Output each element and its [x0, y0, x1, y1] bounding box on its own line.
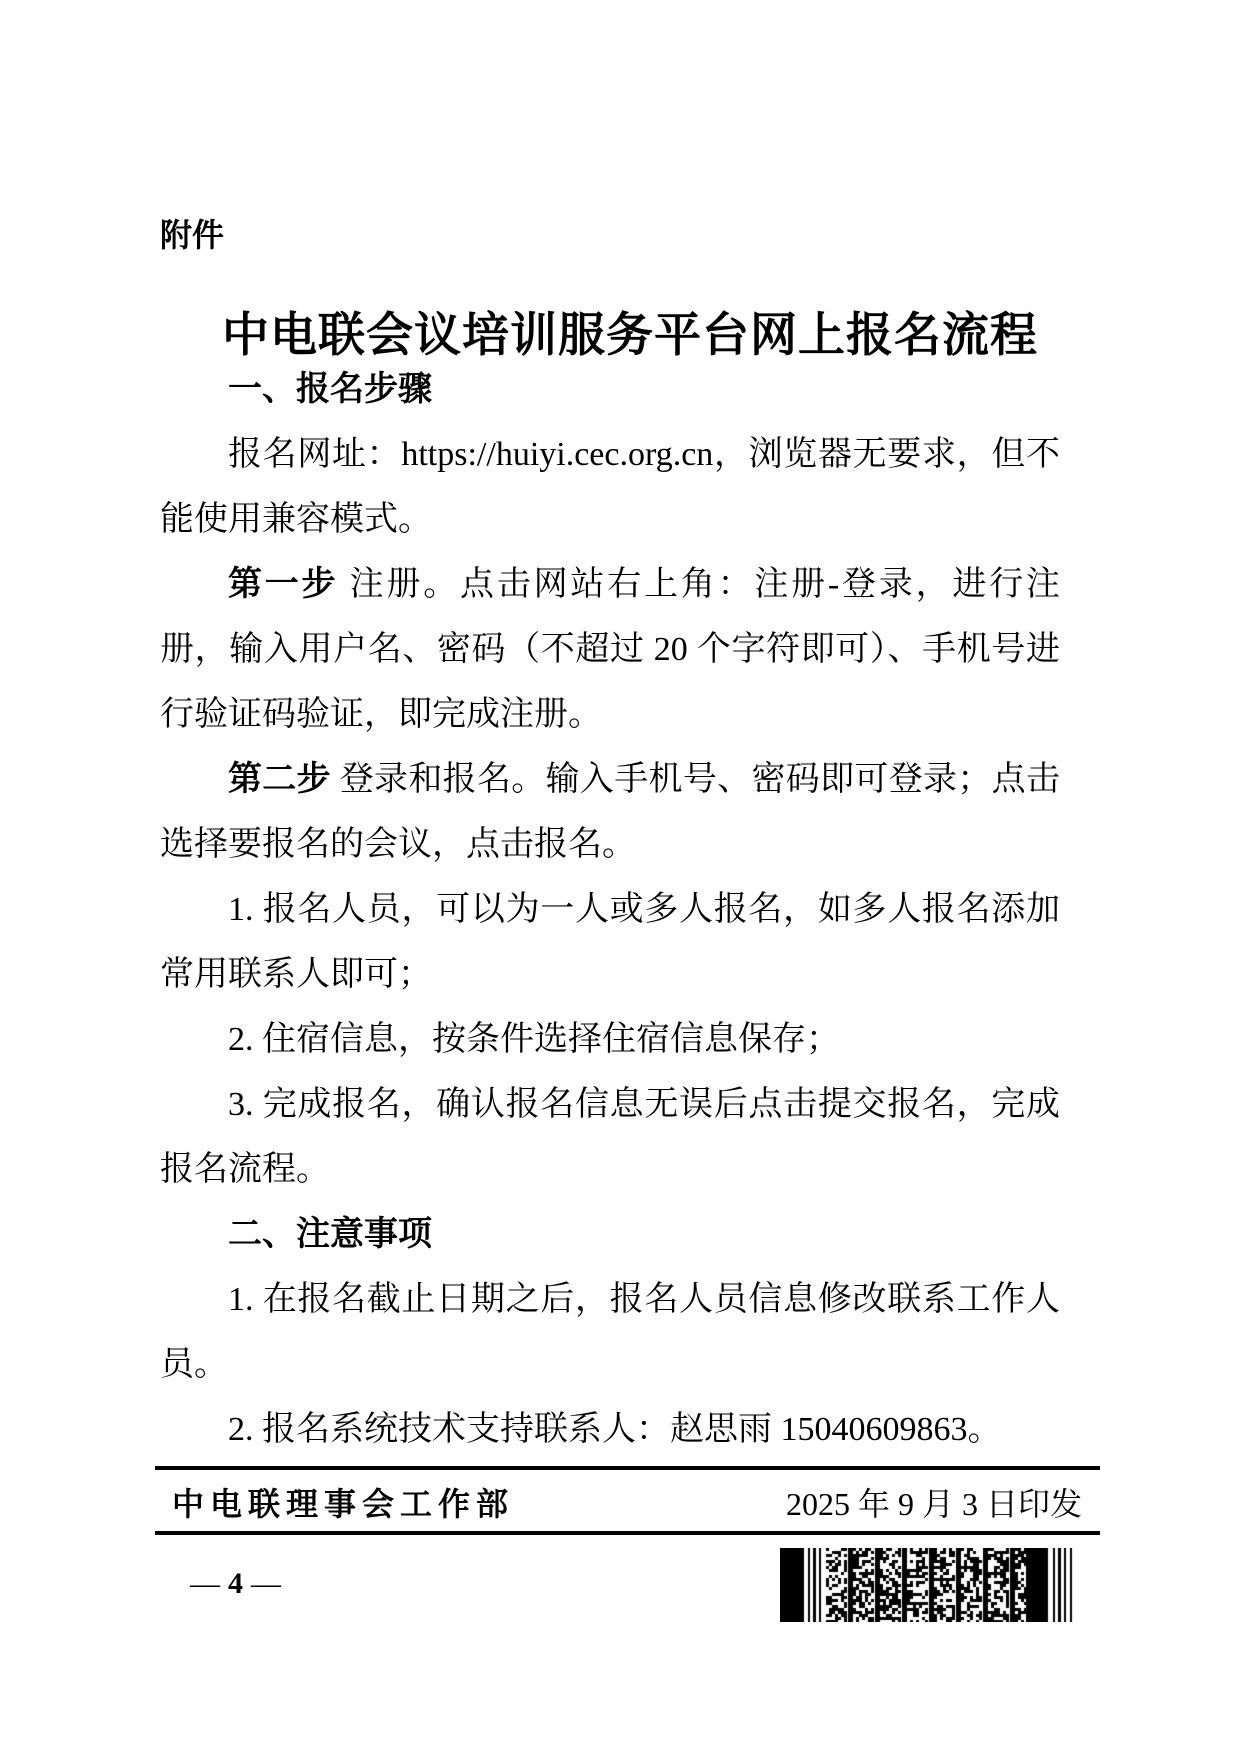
- document-body: [160, 357, 1060, 1462]
- footer-rule-top: [155, 1466, 1100, 1470]
- paragraph-registration-url: [160, 422, 1060, 552]
- footer-row: [160, 1484, 1082, 1524]
- issuing-department: 中电联理事会工作部: [172, 1486, 515, 1522]
- footer-rule-bottom: [155, 1531, 1100, 1535]
- registration-url-text: 报名网址：https://huiyi.cec.org.cn，浏览器无要求，但不能使用兼容模式。: [160, 436, 1060, 538]
- note-item-support-contact: [160, 1397, 1060, 1462]
- list-item-complete-registration: [160, 1072, 1060, 1202]
- step-1-label: 第一步: [228, 565, 339, 603]
- section-heading-notes: 二、注意事项: [228, 1215, 432, 1253]
- note-item-deadline-text: 1. 在报名截止日期之后，报名人员信息修改联系工作人员。: [160, 1281, 1060, 1383]
- note-item-deadline: [160, 1267, 1060, 1397]
- note-item-support-contact-text: 2. 报名系统技术支持联系人：赵思雨 15040609863。: [228, 1411, 1002, 1448]
- list-item-registrants: [160, 877, 1060, 1007]
- paragraph-step-2: [160, 747, 1060, 877]
- document-title: 中电联会议培训服务平台网上报名流程: [222, 308, 1038, 362]
- paragraph-step-1: [160, 552, 1060, 747]
- page-number-value: 4: [228, 1567, 243, 1600]
- page-number: [190, 1566, 281, 1602]
- list-item-accommodation-text: 2. 住宿信息，按条件选择住宿信息保存；: [228, 1021, 840, 1058]
- document-barcode: [780, 1548, 1075, 1622]
- list-item-accommodation: [160, 1007, 1060, 1072]
- page-number-dash-right: —: [251, 1567, 281, 1600]
- list-item-registrants-text: 1. 报名人员，可以为一人或多人报名，如多人报名添加常用联系人即可；: [160, 891, 1060, 993]
- step-1-text: 注册。点击网站右上角：注册-登录，进行注册，输入用户名、密码（不超过 20 个字符即可）、手机号进行验证码验证，即完成注册。: [160, 566, 1060, 733]
- attachment-label: 附件: [160, 217, 225, 253]
- section-heading-registration-steps: 一、报名步骤: [228, 370, 432, 408]
- step-2-text: 登录和报名。输入手机号、密码即可登录；点击选择要报名的会议，点击报名。: [160, 761, 1060, 863]
- step-2-label: 第二步: [228, 760, 331, 798]
- list-item-complete-registration-text: 3. 完成报名，确认报名信息无误后点击提交报名，完成报名流程。: [160, 1086, 1060, 1188]
- print-date: 2025 年 9 月 3 日印发: [785, 1486, 1082, 1522]
- page-number-dash-left: —: [190, 1567, 220, 1600]
